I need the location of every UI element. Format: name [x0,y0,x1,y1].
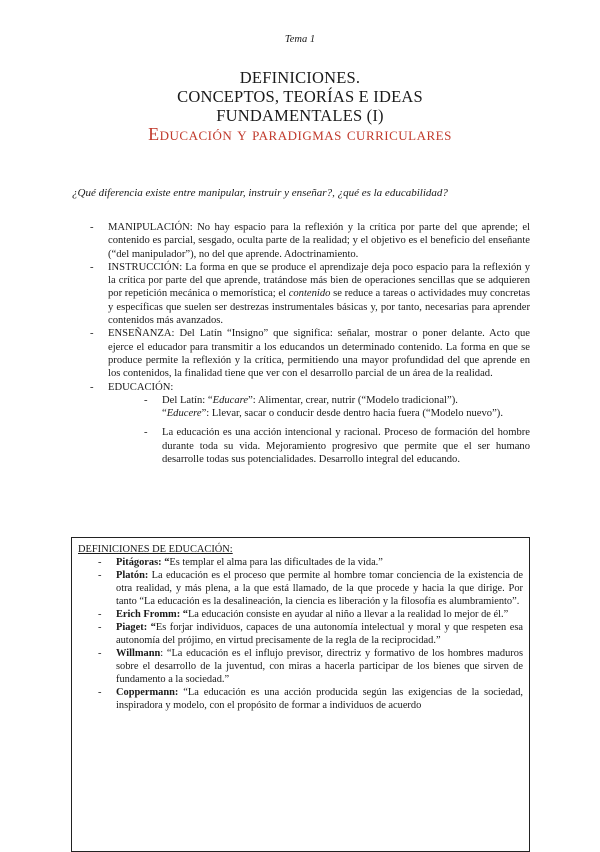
title-line-1: DEFINICIONES. [239,68,361,87]
etymology-prefix: Del Latín: “ [162,394,213,406]
definition-text: La educación es el proceso que permite al hombre tomar conciencia de la existencia de otra realidad, y más plena, a la que está llamado, de la que procede y hacia la que dirige. Por tanto “La educación es la desalineación, la ciencia es liberación y la filosofía es alumbramiento”. [116,570,524,607]
instruccion-emphasis: contenido [288,288,331,300]
definition-item [98,686,523,712]
definition-text: “La educación es una acción producida según las exigencias de la sociedad, inspiradora y modelo, con el propósito de formar a individuos de acuerdo [116,687,523,711]
definitions-list [98,556,523,712]
etymology-word-educare: Educare [212,394,249,406]
educacion-label: EDUCACIÓN: [108,381,174,393]
etymology-word-educere: Educere [166,408,202,420]
page-header: Tema 1 [284,34,316,45]
definition-text: Es templar el alma para las dificultades de la vida.” [169,557,383,568]
etymology-text-educere: ”: Llevar, sacar o conducir desde dentro hacia fuera (“Modelo nuevo”). [201,408,503,420]
etymology-text-educare: ”: Alimentar, crear, nutrir (“Modelo tradicional”). [248,394,458,406]
definition-item [98,556,523,569]
definitions-title: DEFINICIONES DE EDUCACIÓN: [78,544,233,555]
etymology-item: - Del Latín: “Educare”: Alimentar, crear, nutrir (“Modelo tradicional”). “Educere”: Llevar, sacar o conducir desde dentro hacia fuera (“Modelo nuevo”). [144,394,530,421]
definition-author: Coppermann: [116,687,184,698]
instruccion-text-b: se reduce a tareas o actividades muy concretas y específicas que suelen ser destrezas instrumentales básicas y, por tanto, necesarias para aprender contenidos más avanzados. [108,288,530,327]
concepts-list [90,221,530,466]
definition-item [98,608,523,621]
definition-author: Willmann [116,648,161,659]
definition-author: Erich Fromm: “ [116,609,188,620]
list-item-manipulacion: - MANIPULACIÓN: No hay espacio para la reflexión y la crítica por parte del que aprende; el contenido es parcial, sesgado, oculta parte de la realidad; y el objetivo es el beneficio del enseñante (“del manipulador”), no del que aprende. Adoctrinamiento. [90,221,530,261]
definition-author: Platón: [116,570,152,581]
definition-item [98,569,523,608]
list-item-instruccion [90,261,530,327]
definition-item [98,647,523,686]
definition-author: Pitágoras: “ [116,557,170,568]
title-line-3: FUNDAMENTALES (I) [216,106,384,125]
page-title [0,68,600,144]
definition-text: Es forjar individuos, capaces de una autonomía intelectual y moral y que respeten esa autonomía del prójimo, en virtud precisamente de la regla de la reciprocidad.” [116,622,524,646]
educacion-sublist [144,394,530,466]
guiding-question: ¿Qué diferencia existe entre manipular, instruir y enseñar?, ¿qué es la educabilidad? [72,187,448,199]
list-item-ensenanza: - ENSEÑANZA: Del Latín “Insigno” que significa: señalar, mostrar o poner delante. Acto que ejerce el educador para transmitir a los educandos un determinado contenido. La forma en que se produce permite la reflexión y la crítica, permitiendo una mayor profundidad del que aprende en los contenidos, la finalidad tiene que ver con el desarrollo parcial de un área de la realidad. [90,327,530,380]
education-definition-item: - La educación es una acción intencional y racional. Proceso de formación del hombre durante toda su vida. Mejoramiento progresivo que permite que el ser humano desarrolle todas sus potencialidades. Desarrollo integral del educando. [144,426,530,466]
title-line-2: CONCEPTOS, TEORÍAS E IDEAS [177,87,423,106]
definition-item [98,621,523,647]
instruccion-text-a: INSTRUCCIÓN: La forma en que se produce el aprendizaje deja poco espacio para la reflexión y la crítica por parte del que aprende, tratándose más bien de operaciones sencillas que se adquieren por repetición mecánica o memorística; el [108,261,530,300]
definitions-box [71,537,530,852]
definition-text: : “La educación es el influjo previsor, directriz y formativo de los hombres maduros sobre el desarrollo de la juventud, con miras a hacerla participar de los bienes que sirven de fundamento a la sociedad.” [116,648,523,685]
list-item-educacion [90,381,530,467]
title-subtitle: Educación y paradigmas curriculares [148,124,452,144]
definition-author: Piaget: “ [116,622,156,633]
definition-text: La educación consiste en ayudar al niño a llevar a la realidad lo mejor de él.” [187,609,509,620]
